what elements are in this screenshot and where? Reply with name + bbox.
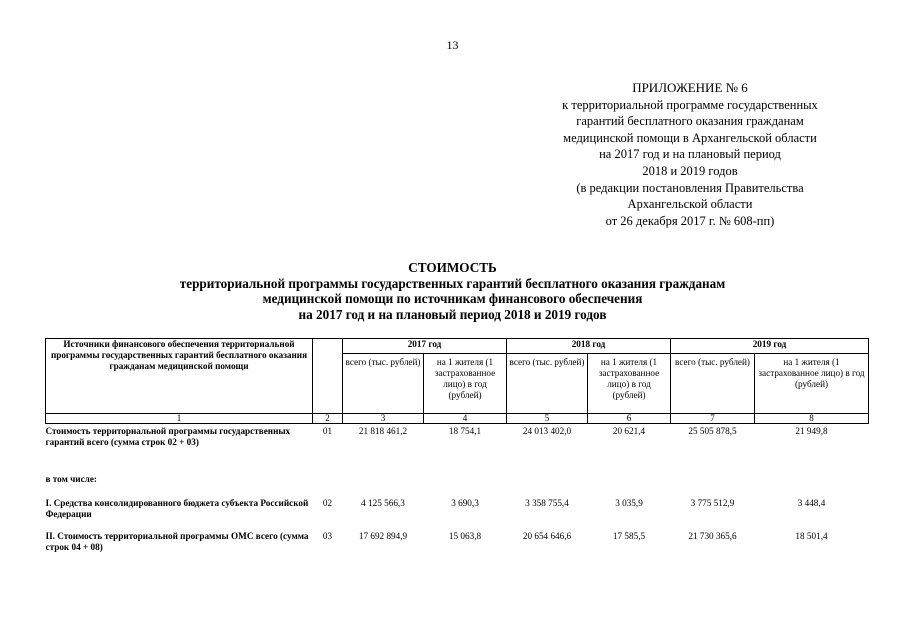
appendix-line: Архангельской области bbox=[627, 197, 753, 212]
row-label: II. Стоимость территориальной программы ОМС всего (сумма строк 04 + 08) bbox=[45, 531, 309, 552]
title-line: медицинской помощи по источникам финансового обеспечения bbox=[262, 291, 643, 307]
appendix-line: на 2017 год и на плановый период bbox=[599, 147, 781, 162]
cell-value: 17 692 894,9 bbox=[358, 531, 408, 541]
cell-value: 24 013 402,0 bbox=[522, 426, 572, 436]
header-per-person-2019: на 1 жителя (1 застрахованное лицо) в год (рублей) bbox=[755, 354, 869, 414]
cell-value bbox=[507, 474, 588, 498]
title-line: территориальной программы государственных гарантий бесплатного оказания гражданам bbox=[179, 275, 726, 291]
cell-value: 20 654 646,6 bbox=[522, 531, 572, 541]
table-row bbox=[46, 498, 869, 531]
cell-value: 3 035,9 bbox=[615, 498, 643, 508]
column-number: 1 bbox=[46, 414, 313, 424]
cell-value: 17 585,5 bbox=[612, 531, 646, 541]
title-line: на 2017 год и на плановый период 2018 и 2019 годов bbox=[298, 306, 607, 322]
cell-value: 3 448,4 bbox=[797, 498, 826, 508]
cell-value: 25 505 878,5 bbox=[688, 426, 737, 436]
header-row-numbers bbox=[46, 414, 869, 424]
cell-value: 3 358 755,4 bbox=[525, 498, 569, 508]
cell-value: 21 730 365,6 bbox=[688, 531, 737, 541]
header-year-2017: 2017 год bbox=[343, 339, 507, 354]
header-total-2019: всего (тыс. рублей) bbox=[671, 354, 755, 414]
header-source: Источники финансового обеспечения территориальной программы государственных гарантий бесплатного оказания гражданам медицинской помощи bbox=[46, 339, 313, 414]
cost-table bbox=[45, 338, 869, 561]
row-label: I. Средства консолидированного бюджета субъекта Российской Федерации bbox=[45, 498, 309, 519]
header-total-2018: всего (тыс. рублей) bbox=[507, 354, 588, 414]
cell-value bbox=[424, 474, 507, 498]
table-row bbox=[46, 531, 869, 561]
cell-value: 20 621,4 bbox=[612, 426, 646, 436]
header-row-years bbox=[46, 339, 869, 354]
row-code: 03 bbox=[322, 531, 333, 541]
table-row bbox=[46, 474, 869, 498]
column-number: 6 bbox=[588, 414, 671, 424]
cell-value bbox=[755, 474, 869, 498]
row-label: Стоимость территориальной программы государственных гарантий всего (сумма строк 02 + 03) bbox=[45, 426, 291, 447]
column-number: 5 bbox=[507, 414, 588, 424]
cell-value bbox=[588, 474, 671, 498]
appendix-line: гарантий бесплатного оказания гражданам bbox=[576, 114, 804, 129]
appendix-line: (в редакции постановления Правительства bbox=[576, 180, 804, 195]
header-total-2017: всего (тыс. рублей) bbox=[343, 354, 424, 414]
document-title bbox=[0, 260, 905, 322]
cell-value bbox=[671, 474, 755, 498]
appendix-title: ПРИЛОЖЕНИЕ № 6 bbox=[632, 80, 748, 95]
header-year-2019: 2019 год bbox=[671, 339, 869, 354]
header-code bbox=[313, 339, 343, 414]
cell-value: 4 125 566,3 bbox=[361, 498, 405, 508]
cell-value: 3 775 512,9 bbox=[690, 498, 735, 508]
appendix-line: 2018 и 2019 годов bbox=[642, 163, 738, 178]
row-code: 02 bbox=[322, 498, 333, 508]
cell-value: 21 818 461,2 bbox=[358, 426, 408, 436]
title-heading: СТОИМОСТЬ bbox=[408, 260, 497, 275]
cell-value: 21 949,8 bbox=[795, 426, 828, 436]
header-year-2018: 2018 год bbox=[507, 339, 671, 354]
cell-value: 15 063,8 bbox=[448, 531, 482, 541]
row-label: в том числе: bbox=[45, 474, 97, 484]
header-per-person-2017: на 1 жителя (1 застрахованное лицо) в год (рублей) bbox=[424, 354, 507, 414]
cell-value: 3 690,3 bbox=[451, 498, 479, 508]
appendix-line: медицинской помощи в Архангельской области bbox=[563, 130, 817, 145]
column-number: 4 bbox=[424, 414, 507, 424]
column-number: 2 bbox=[313, 414, 343, 424]
appendix-line: от 26 декабря 2017 г. № 608-пп) bbox=[605, 213, 775, 228]
column-number: 7 bbox=[671, 414, 755, 424]
appendix-header bbox=[505, 80, 875, 229]
page-number: 13 bbox=[446, 38, 459, 52]
row-code bbox=[313, 474, 343, 498]
cell-value bbox=[343, 474, 424, 498]
cell-value: 18 501,4 bbox=[795, 531, 828, 541]
appendix-line: к территориальной программе государственных bbox=[562, 97, 818, 112]
column-number: 8 bbox=[755, 414, 869, 424]
table-row bbox=[46, 424, 869, 475]
header-per-person-2018: на 1 жителя (1 застрахованное лицо) в год (рублей) bbox=[588, 354, 671, 414]
row-code: 01 bbox=[322, 426, 333, 436]
cell-value: 18 754,1 bbox=[448, 426, 482, 436]
column-number: 3 bbox=[343, 414, 424, 424]
